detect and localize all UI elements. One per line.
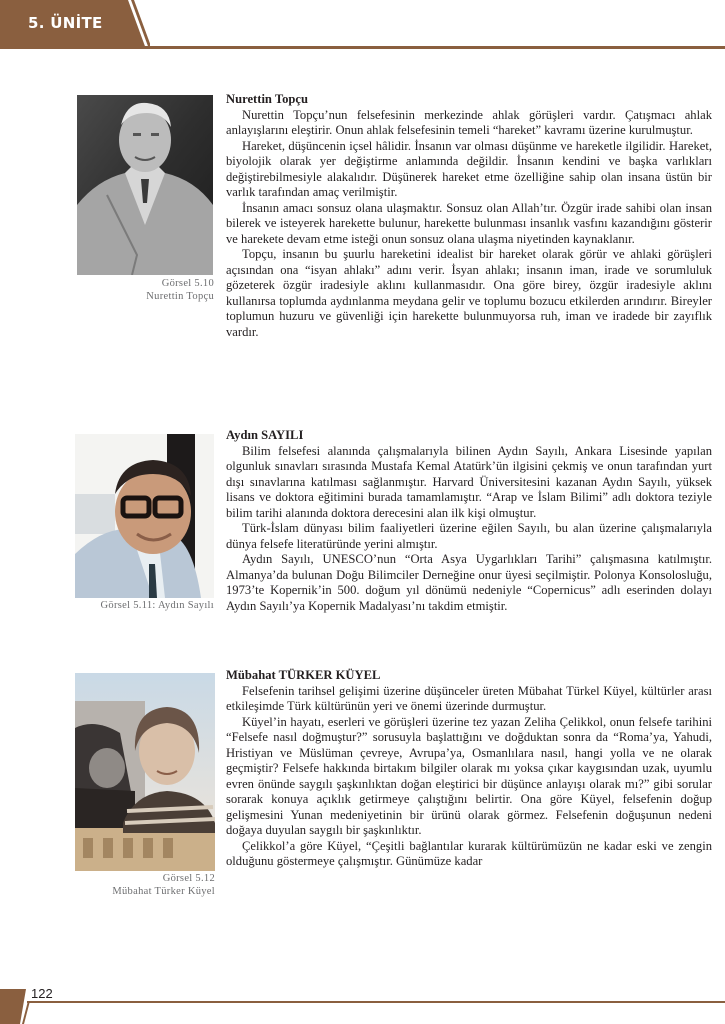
header-rule [108,46,725,49]
caption-name: Mübahat Türker Küyel [112,886,215,897]
section-title: Nurettin Topçu [226,92,309,106]
caption-label: Görsel 5.10 [161,278,214,289]
photo-mubahat-turker-kuyel [75,673,215,871]
paragraph: Bilim felsefesi alanında çalışmalarıyla bilinen Aydın Sayılı, Ankara Lisesinde yapılan olgunluk sınavları sırasında Mustafa Kemal Atatürk’ün ilgisini çekmiş ve onun tarafından yurt dışı sınavlarına katılması sağlanmıştır. Harvard Üniversitesini kazanan Aydın Sayılı, yüksek lisans ve doktora eğitimini burada tamamlamıştır. “Arap ve İslam Bilimi” adlı doktora teziyle bilim tarihi alanında doktora derecesini alan ilk kişi olmuştur. [226,443,712,520]
paragraph: Türk-İslam dünyası bilim faaliyetleri üzerine eğilen Sayılı, bu alan üzerine çalışmalarıyla dünya felsefe literatüründe yerini almıştır. [226,521,712,551]
footer-rule [27,1001,725,1003]
section-title: Mübahat TÜRKER KÜYEL [226,668,381,682]
section-mubahat-turker-kuyel [226,668,712,870]
photo-nurettin-topcu [77,95,213,275]
photo-aydin-sayili [75,434,214,598]
paragraph: Felsefenin tarihsel gelişimi üzerine düşünceler üreten Mübahat Türkel Küyel, kültürler arası etkileşimde Türk kültürünün yeri ve önemi üzerinde durmuştur. [226,683,712,713]
figure-caption-5-11 [70,599,214,612]
figure-caption-5-10 [100,277,214,303]
caption-name: Nurettin Topçu [146,291,214,302]
paragraph: Topçu, insanın bu şuurlu hareketini idealist bir hareket olarak görür ve ahlaki görüşleri açısından ona “isyan ahlakı” adını verir. İsyan ahlakı; insanın iman, irade ve sorumluluk gözeterek özgür iradesiyle aklını kullanmasıdır. Ona göre birey, özgür iradesiyle aklını kullanırsa toplumda aydınlanma meydana gelir ve toplumu bozucu etkilerden arındırır. Bireyler toplumun huzuru ve güvenliği için harekette bulunmuyorsa ruh, iman ve iradede bir zayıflık vardır. [226,247,712,339]
paragraph: İnsanın amacı sonsuz olana ulaşmaktır. Sonsuz olan Allah’tır. Özgür irade sahibi olan insan bilerek ve isteyerek harekette bulunur, harekette bulunması insanlık vasfını kazandığını gösterir ve harekete devam etme isteği onun sonsuz olana ulaşma niyetinden kaynaklanır. [226,200,712,246]
section-title: Aydın SAYILI [226,428,304,442]
page-number: 122 [31,986,53,1001]
caption-label: Görsel 5.12 [162,873,215,884]
paragraph: Çelikkol’a göre Küyel, “Çeşitli bağlantılar kurarak kültürümüzün ne kadar eski ve zengin olduğunu göstermeye çalışmıştır. Günümüze kadar [226,838,712,868]
caption-label: Görsel 5.11: Aydın Sayılı [100,600,214,611]
section-nurettin-topcu [226,92,712,340]
section-aydin-sayili [226,428,712,614]
paragraph: Aydın Sayılı, UNESCO’nun “Orta Asya Uygarlıkları Tarihi” çalışmasına katılmıştır. Almanya’da bulunan Doğu Bilimciler Derneğine onur üyesi seçilmiştir. Polonya Konsolosluğu, 1973’te Kopernik’in 500. doğum yıl dönümü nedeniyle “Copernicus” adlı eserinden dolayı Aydın Sayılı’ya Kopernik Madalyası’nı takdim etmiştir. [226,552,712,613]
unit-label: 5. ÜNİTE [28,14,103,32]
paragraph: Nurettin Topçu’nun felsefesinin merkezinde ahlak görüşleri vardır. Çatışmacı ahlak anlayışlarını eleştirir. Onun ahlak felsefesinin temeli “hareket” kavramı üzerine kurulmuştur. [226,107,712,137]
paragraph: Hareket, düşüncenin içsel hâlidir. İnsanın var olması düşünme ve hareketle ilgilidir. Hareket, biyolojik olarak yer değiştirme anlamında değildir. İnsanın kendini ve başka varlıkları değiştirebilmesiyle alakalıdır. Düşünerek hareket etme özelliğine sahip olan insana üstün bir varlık tarafından amaç verilmiştir. [226,138,712,199]
figure-caption-5-12 [70,872,215,898]
paragraph: Küyel’in hayatı, eserleri ve görüşleri üzerine tez yazan Zeliha Çelikkol, onun felsefe tarihini “Felsefe nasıl doğmuştur?” sorusuyla başlattığını ve doğduktan sonra da “Roma’ya, Yahudi, Hristiyan ve Müslüman çevreye, Avrupa’ya, Osmanlılara nasıl, hangi yolla ve ne olarak geçmiştir? Felsefe hakkında birtakım bilgiler olarak mı yoksa çıkar kaygısından uzak, uyumlu evren önünde saygılı şaşkınlıktan doğan eleştirici bir düşünce anlayışı olarak mı?” gibi sorular sorarak konuya açıklık getirmeye çalıştığını belirtir. Ona göre Küyel, felsefenin doğup gelişmesini Yunan medeniyetinin bir ürünü olarak görmez. Felsefenin doğuşunun nedeni doğaya duyulan saygılı bir şaşkınlıktır. [226,714,712,837]
